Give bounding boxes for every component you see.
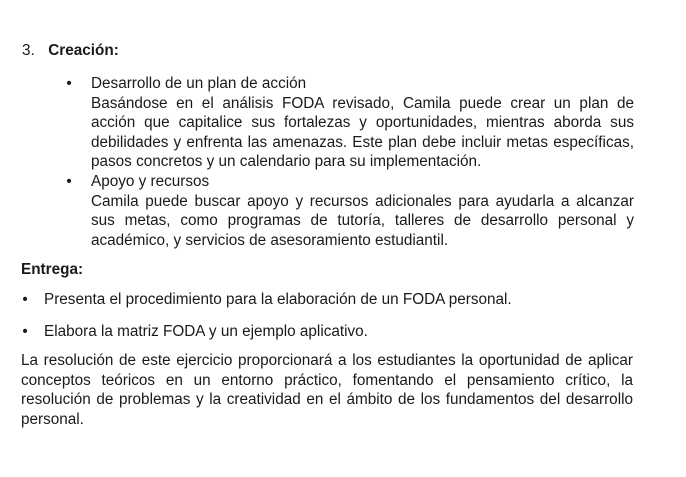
entrega-list	[21, 290, 661, 353]
bullet-icon: •	[22, 291, 28, 308]
bullet-icon: •	[22, 322, 28, 340]
entrega-item-text: Presenta el procedimiento para la elaboración de un FODA personal.	[44, 291, 512, 308]
sub-item-description: Camila puede buscar apoyo y recursos adicionales para ayudarla a alcanzar sus metas, como programas de tutoría, talleres de desarrollo personal y académico, y servicios de asesoramiento estudiantil.	[91, 192, 634, 249]
closing-paragraph: La resolución de este ejercicio proporcionará a los estudiantes la oportunidad de aplicar conceptos teóricos en un entorno práctico, fomentando el pensamiento crítico, la resolución de problemas y la creatividad en el ámbito de los fundamentos del desarrollo personal.	[21, 352, 633, 428]
section-heading	[22, 41, 662, 61]
sub-item-title: Apoyo y recursos	[91, 172, 210, 190]
section-number: 3.	[22, 42, 35, 59]
list-item	[21, 290, 661, 310]
sub-item-description: Basándose en el análisis FODA revisado, Camila puede crear un plan de acción que capitalice sus fortalezas y oportunidades, mientras aborda sus debilidades y enfrenta las amenazas. Este plan debe incluir metas específicas, pasos concretos y un calendario para su implementación.	[91, 94, 634, 171]
section-title: Creación:	[48, 42, 119, 59]
entrega-heading: Entrega:	[21, 261, 84, 278]
bullet-icon: •	[66, 172, 72, 190]
sub-item-title: Desarrollo de un plan de acción	[91, 75, 307, 92]
creation-sub-list	[64, 74, 634, 250]
list-item	[64, 172, 634, 250]
list-item	[64, 74, 634, 172]
entrega-item-text: Elabora la matriz FODA y un ejemplo aplicativo.	[44, 322, 368, 340]
list-item	[21, 322, 661, 342]
bullet-icon: •	[66, 75, 72, 92]
